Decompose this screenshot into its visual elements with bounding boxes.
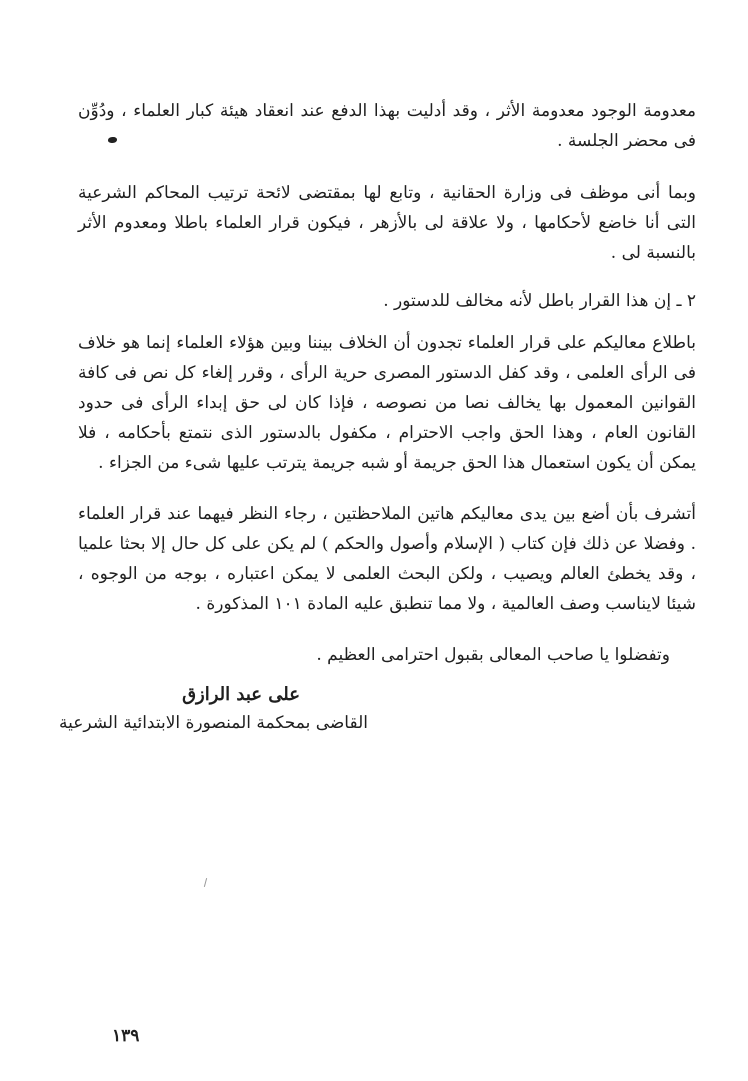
paragraph-point-two: ٢ ـ إن هذا القرار باطل لأنه مخالف للدستور . [383, 291, 696, 311]
paragraph-ministry-employee: وبما أنى موظف فى وزارة الحقانية ، وتابع لها بمقتضى لائحة ترتيب المحاكم الشرعية التى أنا خاضع لأحكامها ، ولا علاقة لى بالأزهر ، فيكون قرار العلماء باطلا ومعدوم الأثر بالنسبة لى . [78, 183, 696, 263]
closing-salutation: وتفضلوا يا صاحب المعالى بقبول احترامى العظيم . [316, 645, 670, 665]
paragraph-constitution: باطلاع معاليكم على قرار العلماء تجدون أن الخلاف بيننا وبين هؤلاء العلماء إنما هو خلاف فى الرأى العلمى ، وقد كفل الدستور المصرى حرية الرأى ، وقرر إلغاء كل نص فى كافة القوانين المعمول بها يخالف نصا من نصوصه ، فإذا كان لى حق إبداء الرأى فى حدود القانون العام ، وهذا الحق واجب الاحترام ، مكفول بالدستور الذى نتمتع بأحكامه ، فلا يمكن أن يكون استعمال هذا الحق جريمة أو شبه جريمة يترتب عليها شىء من الجزاء . [78, 333, 696, 473]
signature-name: على عبد الرازق [182, 684, 300, 705]
paragraph-remarks: أتشرف بأن أضع بين يدى معاليكم هاتين الملاحظتين ، رجاء النظر فيهما عند قرار العلماء . وفضلا عن ذلك فإن كتاب ( الإسلام وأصول والحكم ) لم يكن على كل حال إلا بحثا علميا ، وقد يخطئ العالم ويصيب ، ولكن البحث العلمى لا يمكن اعتباره ، بوجه من الوجوه ، شيئا لايناسب وصف العالمية ، ولا مما تنطبق عليه المادة ١٠١ المذكورة . [78, 504, 696, 614]
paragraph-continuation: معدومة الوجود معدومة الأثر ، وقد أدليت بهذا الدفع عند انعقاد هيئة كبار العلماء ، ودُوِّن فى محضر الجلسة . [78, 101, 696, 151]
ink-blot-mark [108, 137, 117, 143]
signature-title: القاضى بمحكمة المنصورة الابتدائية الشرعية [58, 713, 368, 733]
paper-speck [204, 878, 207, 887]
page-number: ١٣٩ [112, 1026, 140, 1046]
